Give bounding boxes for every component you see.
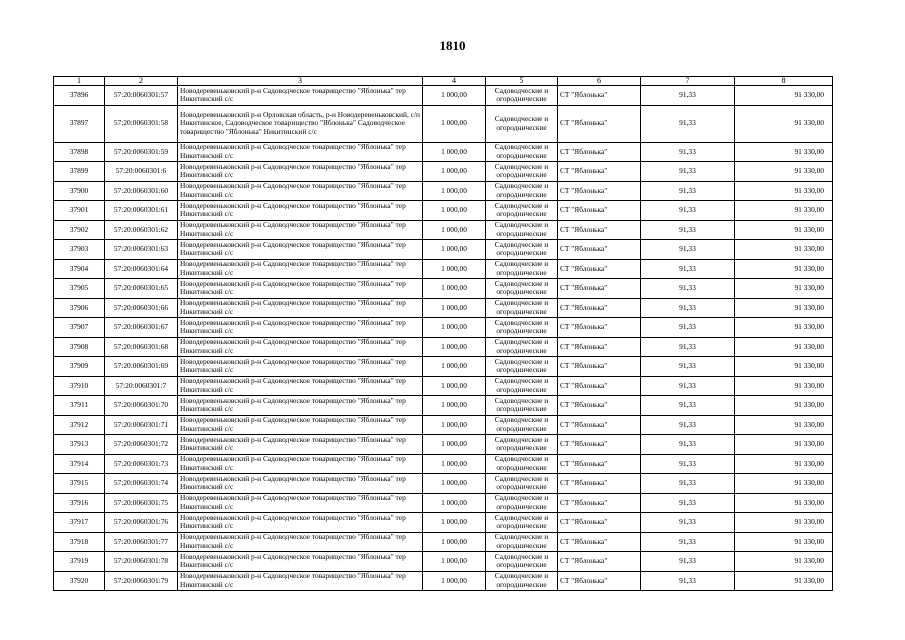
specific-value-cell: 91,33 <box>641 259 735 279</box>
cadastral-value-cell: 91 330,00 <box>735 552 833 572</box>
address-cell: Новодеревеньковский р-н Садоводческое товарищество "Яблонька" тер Никитинский с/с <box>178 142 423 162</box>
table-row <box>54 240 833 260</box>
address-cell: Новодеревеньковский р-н Садоводческое товарищество "Яблонька" тер Никитинский с/с <box>178 552 423 572</box>
row-number-cell: 37919 <box>54 552 105 572</box>
table-row <box>54 201 833 221</box>
area-cell: 1 000,00 <box>423 105 486 142</box>
cadastral-value-cell: 91 330,00 <box>735 86 833 106</box>
cadastral-number-cell: 57:20:0060301:74 <box>105 474 178 494</box>
table-row <box>54 259 833 279</box>
land-use-cell: Садоводческие и огороднические <box>486 240 558 260</box>
cadastral-value-cell: 91 330,00 <box>735 162 833 182</box>
land-use-cell: Садоводческие и огороднические <box>486 396 558 416</box>
row-number-cell: 37908 <box>54 337 105 357</box>
area-cell: 1 000,00 <box>423 86 486 106</box>
cadastral-number-cell: 57:20:0060301:63 <box>105 240 178 260</box>
land-use-cell: Садоводческие и огороднические <box>486 259 558 279</box>
address-cell: Новодеревеньковский р-н Садоводческое товарищество "Яблонька" тер Никитинский с/с <box>178 162 423 182</box>
row-number-cell: 37914 <box>54 454 105 474</box>
cadastral-value-cell: 91 330,00 <box>735 376 833 396</box>
land-use-cell: Садоводческие и огороднические <box>486 532 558 552</box>
area-cell: 1 000,00 <box>423 279 486 299</box>
owner-cell: СТ "Яблонька" <box>558 181 641 201</box>
specific-value-cell: 91,33 <box>641 474 735 494</box>
cadastral-value-cell: 91 330,00 <box>735 142 833 162</box>
table-row <box>54 532 833 552</box>
table-row <box>54 552 833 572</box>
cadastral-number-cell: 57:20:0060301:6 <box>105 162 178 182</box>
specific-value-cell: 91,33 <box>641 201 735 221</box>
page-number: 1810 <box>439 38 466 53</box>
owner-cell: СТ "Яблонька" <box>558 86 641 106</box>
owner-cell: СТ "Яблонька" <box>558 474 641 494</box>
area-cell: 1 000,00 <box>423 162 486 182</box>
owner-cell: СТ "Яблонька" <box>558 259 641 279</box>
area-cell: 1 000,00 <box>423 474 486 494</box>
cadastral-number-cell: 57:20:0060301:67 <box>105 318 178 338</box>
cadastral-value-cell: 91 330,00 <box>735 240 833 260</box>
specific-value-cell: 91,33 <box>641 415 735 435</box>
address-cell: Новодеревеньковский р-н Орловская область, р-н Новодеревеньковский, с/п Никитинское, Садоводческое товарищество "Яблонька" Садоводческое товарищество "Яблонька" Никитинский с/с <box>178 105 423 142</box>
specific-value-cell: 91,33 <box>641 376 735 396</box>
cadastral-value-cell: 91 330,00 <box>735 318 833 338</box>
row-number-cell: 37904 <box>54 259 105 279</box>
owner-cell: СТ "Яблонька" <box>558 279 641 299</box>
land-use-cell: Садоводческие и огороднические <box>486 357 558 377</box>
row-number-cell: 37909 <box>54 357 105 377</box>
area-cell: 1 000,00 <box>423 435 486 455</box>
cadastral-value-cell: 91 330,00 <box>735 571 833 591</box>
cadastral-number-cell: 57:20:0060301:77 <box>105 532 178 552</box>
row-number-cell: 37898 <box>54 142 105 162</box>
area-cell: 1 000,00 <box>423 298 486 318</box>
owner-cell: СТ "Яблонька" <box>558 337 641 357</box>
owner-cell: СТ "Яблонька" <box>558 493 641 513</box>
owner-cell: СТ "Яблонька" <box>558 240 641 260</box>
area-cell: 1 000,00 <box>423 493 486 513</box>
table-row <box>54 162 833 182</box>
cadastral-value-cell: 91 330,00 <box>735 493 833 513</box>
owner-cell: СТ "Яблонька" <box>558 415 641 435</box>
owner-cell: СТ "Яблонька" <box>558 201 641 221</box>
row-number-cell: 37916 <box>54 493 105 513</box>
row-number-cell: 37905 <box>54 279 105 299</box>
land-use-cell: Садоводческие и огороднические <box>486 201 558 221</box>
specific-value-cell: 91,33 <box>641 435 735 455</box>
owner-cell: СТ "Яблонька" <box>558 105 641 142</box>
row-number-cell: 37901 <box>54 201 105 221</box>
table-row <box>54 220 833 240</box>
row-number-cell: 37906 <box>54 298 105 318</box>
land-use-cell: Садоводческие и огороднические <box>486 279 558 299</box>
address-cell: Новодеревеньковский р-н Садоводческое товарищество "Яблонька" тер Никитинский с/с <box>178 201 423 221</box>
table-row <box>54 142 833 162</box>
row-number-cell: 37902 <box>54 220 105 240</box>
address-cell: Новодеревеньковский р-н Садоводческое товарищество "Яблонька" тер Никитинский с/с <box>178 240 423 260</box>
land-use-cell: Садоводческие и огороднические <box>486 220 558 240</box>
address-cell: Новодеревеньковский р-н Садоводческое товарищество "Яблонька" тер Никитинский с/с <box>178 435 423 455</box>
cadastral-number-cell: 57:20:0060301:70 <box>105 396 178 416</box>
area-cell: 1 000,00 <box>423 357 486 377</box>
land-use-cell: Садоводческие и огороднические <box>486 298 558 318</box>
column-header: 2 <box>105 77 178 86</box>
specific-value-cell: 91,33 <box>641 357 735 377</box>
area-cell: 1 000,00 <box>423 337 486 357</box>
area-cell: 1 000,00 <box>423 571 486 591</box>
row-number-cell: 37920 <box>54 571 105 591</box>
row-number-cell: 37917 <box>54 513 105 533</box>
land-use-cell: Садоводческие и огороднические <box>486 142 558 162</box>
cadastral-value-cell: 91 330,00 <box>735 435 833 455</box>
cadastral-number-cell: 57:20:0060301:76 <box>105 513 178 533</box>
table-row <box>54 357 833 377</box>
cadastral-value-cell: 91 330,00 <box>735 396 833 416</box>
land-use-cell: Садоводческие и огороднические <box>486 105 558 142</box>
cadastral-value-cell: 91 330,00 <box>735 220 833 240</box>
cadastral-number-cell: 57:20:0060301:57 <box>105 86 178 106</box>
specific-value-cell: 91,33 <box>641 513 735 533</box>
area-cell: 1 000,00 <box>423 454 486 474</box>
owner-cell: СТ "Яблонька" <box>558 571 641 591</box>
area-cell: 1 000,00 <box>423 142 486 162</box>
column-header: 4 <box>423 77 486 86</box>
area-cell: 1 000,00 <box>423 201 486 221</box>
specific-value-cell: 91,33 <box>641 571 735 591</box>
specific-value-cell: 91,33 <box>641 396 735 416</box>
address-cell: Новодеревеньковский р-н Садоводческое товарищество "Яблонька" тер Никитинский с/с <box>178 376 423 396</box>
cadastral-number-cell: 57:20:0060301:64 <box>105 259 178 279</box>
cadastral-value-cell: 91 330,00 <box>735 201 833 221</box>
address-cell: Новодеревеньковский р-н Садоводческое товарищество "Яблонька" тер Никитинский с/с <box>178 474 423 494</box>
specific-value-cell: 91,33 <box>641 298 735 318</box>
cadastral-number-cell: 57:20:0060301:66 <box>105 298 178 318</box>
land-register-table <box>53 76 833 591</box>
cadastral-value-cell: 91 330,00 <box>735 105 833 142</box>
address-cell: Новодеревеньковский р-н Садоводческое товарищество "Яблонька" тер Никитинский с/с <box>178 454 423 474</box>
row-number-cell: 37915 <box>54 474 105 494</box>
header-row <box>54 77 833 86</box>
cadastral-number-cell: 57:20:0060301:68 <box>105 337 178 357</box>
area-cell: 1 000,00 <box>423 240 486 260</box>
cadastral-number-cell: 57:20:0060301:58 <box>105 105 178 142</box>
address-cell: Новодеревеньковский р-н Садоводческое товарищество "Яблонька" тер Никитинский с/с <box>178 493 423 513</box>
cadastral-value-cell: 91 330,00 <box>735 415 833 435</box>
land-use-cell: Садоводческие и огороднические <box>486 474 558 494</box>
row-number-cell: 37910 <box>54 376 105 396</box>
cadastral-value-cell: 91 330,00 <box>735 181 833 201</box>
area-cell: 1 000,00 <box>423 513 486 533</box>
cadastral-number-cell: 57:20:0060301:79 <box>105 571 178 591</box>
address-cell: Новодеревеньковский р-н Садоводческое товарищество "Яблонька" тер Никитинский с/с <box>178 298 423 318</box>
specific-value-cell: 91,33 <box>641 493 735 513</box>
area-cell: 1 000,00 <box>423 181 486 201</box>
owner-cell: СТ "Яблонька" <box>558 357 641 377</box>
table-row <box>54 415 833 435</box>
address-cell: Новодеревеньковский р-н Садоводческое товарищество "Яблонька" тер Никитинский с/с <box>178 513 423 533</box>
specific-value-cell: 91,33 <box>641 337 735 357</box>
address-cell: Новодеревеньковский р-н Садоводческое товарищество "Яблонька" тер Никитинский с/с <box>178 86 423 106</box>
owner-cell: СТ "Яблонька" <box>558 318 641 338</box>
row-number-cell: 37897 <box>54 105 105 142</box>
address-cell: Новодеревеньковский р-н Садоводческое товарищество "Яблонька" тер Никитинский с/с <box>178 318 423 338</box>
column-header: 1 <box>54 77 105 86</box>
owner-cell: СТ "Яблонька" <box>558 376 641 396</box>
address-cell: Новодеревеньковский р-н Садоводческое товарищество "Яблонька" тер Никитинский с/с <box>178 571 423 591</box>
column-header: 7 <box>641 77 735 86</box>
land-use-cell: Садоводческие и огороднические <box>486 513 558 533</box>
cadastral-number-cell: 57:20:0060301:75 <box>105 493 178 513</box>
address-cell: Новодеревеньковский р-н Садоводческое товарищество "Яблонька" тер Никитинский с/с <box>178 357 423 377</box>
land-use-cell: Садоводческие и огороднические <box>486 493 558 513</box>
cadastral-value-cell: 91 330,00 <box>735 337 833 357</box>
cadastral-value-cell: 91 330,00 <box>735 357 833 377</box>
address-cell: Новодеревеньковский р-н Садоводческое товарищество "Яблонька" тер Никитинский с/с <box>178 259 423 279</box>
area-cell: 1 000,00 <box>423 532 486 552</box>
specific-value-cell: 91,33 <box>641 162 735 182</box>
area-cell: 1 000,00 <box>423 220 486 240</box>
column-header: 8 <box>735 77 833 86</box>
specific-value-cell: 91,33 <box>641 105 735 142</box>
land-use-cell: Садоводческие и огороднические <box>486 415 558 435</box>
cadastral-number-cell: 57:20:0060301:72 <box>105 435 178 455</box>
table-row <box>54 454 833 474</box>
table-row <box>54 493 833 513</box>
cadastral-number-cell: 57:20:0060301:7 <box>105 376 178 396</box>
address-cell: Новодеревеньковский р-н Садоводческое товарищество "Яблонька" тер Никитинский с/с <box>178 337 423 357</box>
area-cell: 1 000,00 <box>423 552 486 572</box>
row-number-cell: 37900 <box>54 181 105 201</box>
owner-cell: СТ "Яблонька" <box>558 298 641 318</box>
table-row <box>54 435 833 455</box>
cadastral-number-cell: 57:20:0060301:61 <box>105 201 178 221</box>
cadastral-number-cell: 57:20:0060301:62 <box>105 220 178 240</box>
cadastral-value-cell: 91 330,00 <box>735 474 833 494</box>
address-cell: Новодеревеньковский р-н Садоводческое товарищество "Яблонька" тер Никитинский с/с <box>178 181 423 201</box>
land-use-cell: Садоводческие и огороднические <box>486 376 558 396</box>
specific-value-cell: 91,33 <box>641 142 735 162</box>
area-cell: 1 000,00 <box>423 396 486 416</box>
land-use-cell: Садоводческие и огороднические <box>486 181 558 201</box>
table-row <box>54 318 833 338</box>
owner-cell: СТ "Яблонька" <box>558 532 641 552</box>
table-body <box>54 86 833 591</box>
table-row <box>54 105 833 142</box>
area-cell: 1 000,00 <box>423 318 486 338</box>
address-cell: Новодеревеньковский р-н Садоводческое товарищество "Яблонька" тер Никитинский с/с <box>178 220 423 240</box>
row-number-cell: 37899 <box>54 162 105 182</box>
table-row <box>54 396 833 416</box>
land-use-cell: Садоводческие и огороднические <box>486 552 558 572</box>
row-number-cell: 37896 <box>54 86 105 106</box>
table-row <box>54 279 833 299</box>
owner-cell: СТ "Яблонька" <box>558 552 641 572</box>
area-cell: 1 000,00 <box>423 415 486 435</box>
owner-cell: СТ "Яблонька" <box>558 435 641 455</box>
owner-cell: СТ "Яблонька" <box>558 162 641 182</box>
specific-value-cell: 91,33 <box>641 318 735 338</box>
cadastral-value-cell: 91 330,00 <box>735 259 833 279</box>
table-row <box>54 298 833 318</box>
row-number-cell: 37903 <box>54 240 105 260</box>
cadastral-number-cell: 57:20:0060301:65 <box>105 279 178 299</box>
area-cell: 1 000,00 <box>423 259 486 279</box>
table-row <box>54 376 833 396</box>
owner-cell: СТ "Яблонька" <box>558 396 641 416</box>
cadastral-number-cell: 57:20:0060301:59 <box>105 142 178 162</box>
owner-cell: СТ "Яблонька" <box>558 513 641 533</box>
specific-value-cell: 91,33 <box>641 454 735 474</box>
specific-value-cell: 91,33 <box>641 86 735 106</box>
land-use-cell: Садоводческие и огороднические <box>486 571 558 591</box>
area-cell: 1 000,00 <box>423 376 486 396</box>
cadastral-number-cell: 57:20:0060301:78 <box>105 552 178 572</box>
land-use-cell: Садоводческие и огороднические <box>486 162 558 182</box>
row-number-cell: 37912 <box>54 415 105 435</box>
table-header <box>54 77 833 86</box>
table-row <box>54 474 833 494</box>
column-header: 6 <box>558 77 641 86</box>
land-use-cell: Садоводческие и огороднические <box>486 86 558 106</box>
cadastral-number-cell: 57:20:0060301:73 <box>105 454 178 474</box>
owner-cell: СТ "Яблонька" <box>558 220 641 240</box>
cadastral-value-cell: 91 330,00 <box>735 513 833 533</box>
table-row <box>54 571 833 591</box>
address-cell: Новодеревеньковский р-н Садоводческое товарищество "Яблонька" тер Никитинский с/с <box>178 532 423 552</box>
cadastral-value-cell: 91 330,00 <box>735 532 833 552</box>
specific-value-cell: 91,33 <box>641 240 735 260</box>
land-use-cell: Садоводческие и огороднические <box>486 337 558 357</box>
cadastral-number-cell: 57:20:0060301:71 <box>105 415 178 435</box>
specific-value-cell: 91,33 <box>641 181 735 201</box>
cadastral-value-cell: 91 330,00 <box>735 298 833 318</box>
table-row <box>54 86 833 106</box>
address-cell: Новодеревеньковский р-н Садоводческое товарищество "Яблонька" тер Никитинский с/с <box>178 396 423 416</box>
table-row <box>54 513 833 533</box>
cadastral-value-cell: 91 330,00 <box>735 454 833 474</box>
cadastral-value-cell: 91 330,00 <box>735 279 833 299</box>
table-row <box>54 337 833 357</box>
row-number-cell: 37918 <box>54 532 105 552</box>
table-row <box>54 181 833 201</box>
column-header: 5 <box>486 77 558 86</box>
row-number-cell: 37907 <box>54 318 105 338</box>
cadastral-number-cell: 57:20:0060301:60 <box>105 181 178 201</box>
specific-value-cell: 91,33 <box>641 279 735 299</box>
address-cell: Новодеревеньковский р-н Садоводческое товарищество "Яблонька" тер Никитинский с/с <box>178 279 423 299</box>
cadastral-number-cell: 57:20:0060301:69 <box>105 357 178 377</box>
specific-value-cell: 91,33 <box>641 532 735 552</box>
row-number-cell: 37913 <box>54 435 105 455</box>
owner-cell: СТ "Яблонька" <box>558 454 641 474</box>
column-header: 3 <box>178 77 423 86</box>
address-cell: Новодеревеньковский р-н Садоводческое товарищество "Яблонька" тер Никитинский с/с <box>178 415 423 435</box>
row-number-cell: 37911 <box>54 396 105 416</box>
land-use-cell: Садоводческие и огороднические <box>486 435 558 455</box>
specific-value-cell: 91,33 <box>641 220 735 240</box>
land-use-cell: Садоводческие и огороднические <box>486 318 558 338</box>
land-use-cell: Садоводческие и огороднические <box>486 454 558 474</box>
owner-cell: СТ "Яблонька" <box>558 142 641 162</box>
specific-value-cell: 91,33 <box>641 552 735 572</box>
